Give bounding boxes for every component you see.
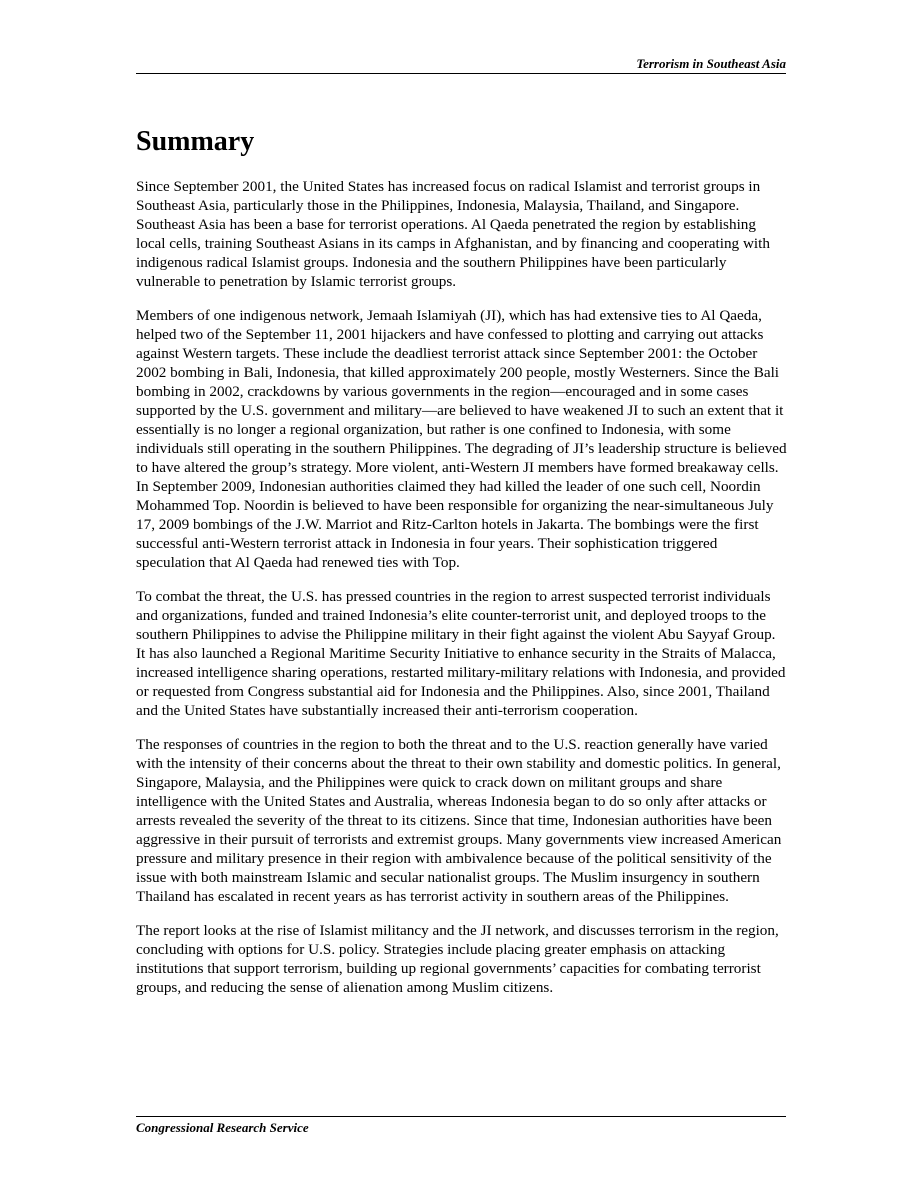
running-header: Terrorism in Southeast Asia: [636, 56, 786, 71]
paragraph-1: Since September 2001, the United States has increased focus on radical Islamist and terrorist groups in Southeast Asia, particularly those in the Philippines, Indonesia, Malaysia, Thailand, and Singapore. Southeast Asia has been a base for terrorist operations. Al Qaeda penetrated the region by establishing local cells, training Southeast Asians in its camps in Afghanistan, and by financing and cooperating with indigenous radical Islamist groups. Indonesia and the southern Philippines have been particularly vulnerable to penetration by Islamic terrorist groups.: [136, 178, 770, 290]
summary-body: [136, 177, 788, 1012]
footer-rule: [136, 1116, 786, 1117]
paragraph-3: To combat the threat, the U.S. has pressed countries in the region to arrest suspected terrorist individuals and organizations, funded and trained Indonesia’s elite counter-terrorist unit, and deployed troops to the southern Philippines to advise the Philippine military in their fight against the violent Abu Sayyaf Group. It has also launched a Regional Maritime Security Initiative to enhance security in the Straits of Malacca, increased intelligence sharing operations, restarted military-military relations with Indonesia, and provided or requested from Congress substantial aid for Indonesia and the Philippines. Also, since 2001, Thailand and the United States have substantially increased their anti-terrorism cooperation.: [136, 588, 786, 719]
paragraph-5: The report looks at the rise of Islamist militancy and the JI network, and discusses terrorism in the region, concluding with options for U.S. policy. Strategies include placing greater emphasis on attacking institutions that support terrorism, building up regional governments’ capacities for combating terrorist groups, and reducing the sense of alienation among Muslim citizens.: [136, 922, 779, 996]
paragraph-2: Members of one indigenous network, Jemaah Islamiyah (JI), which has had extensive ties to Al Qaeda, helped two of the September 11, 2001 hijackers and have confessed to plotting and carrying out attacks against Western targets. These include the deadliest terrorist attack since September 2001: the October 2002 bombing in Bali, Indonesia, that killed approximately 200 people, mostly Westerners. Since the Bali bombing in 2002, crackdowns by various governments in the region—encouraged and in some cases supported by the U.S. government and military—are believed to have weakened JI to such an extent that it essentially is no longer a regional organization, but rather is one confined to Indonesia, with some individuals still operating in the southern Philippines. The degrading of JI’s leadership structure is believed to have altered the group’s strategy. More violent, anti-Western JI members have formed breakaway cells. In September 2009, Indonesian authorities claimed they had killed the leader of one such cell, Noordin Mohammed Top. Noordin is believed to have been responsible for organizing the near-simultaneous July 17, 2009 bombings of the J.W. Marriot and Ritz-Carlton hotels in Jakarta. The bombings were the first successful anti-Western terrorist attack in Indonesia in four years. Their sophistication triggered speculation that Al Qaeda had renewed ties with Top.: [136, 307, 787, 571]
running-footer: Congressional Research Service: [136, 1120, 309, 1135]
section-title: Summary: [136, 126, 255, 157]
paragraph-4: The responses of countries in the region to both the threat and to the U.S. reaction generally have varied with the intensity of their concerns about the threat to their own stability and domestic politics. In general, Singapore, Malaysia, and the Philippines were quick to crack down on militant groups and share intelligence with the United States and Australia, whereas Indonesia began to do so only after attacks or arrests revealed the severity of the threat to its citizens. Since that time, Indonesian authorities have been aggressive in their pursuit of terrorists and extremist groups. Many governments view increased American pressure and military presence in their region with ambivalence because of the political sensitivity of the issue with both mainstream Islamic and secular nationalist groups. The Muslim insurgency in southern Thailand has escalated in recent years as has terrorist activity in southern areas of the Philippines.: [136, 736, 782, 905]
header-rule: [136, 73, 786, 74]
